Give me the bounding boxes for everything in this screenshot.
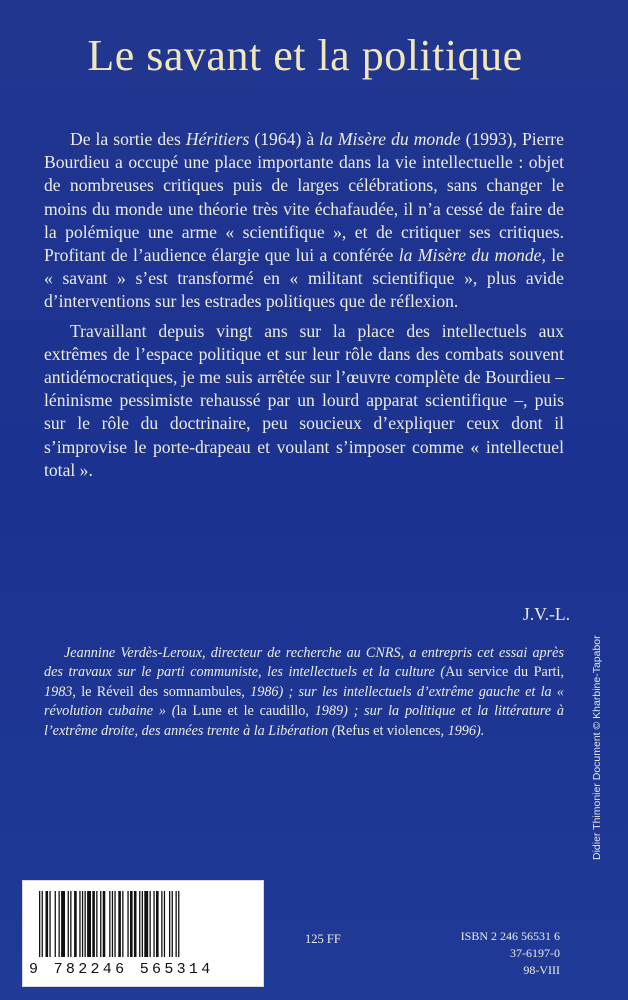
text-run: (1964) à [249, 129, 320, 149]
blurb-paragraph-1 [44, 128, 564, 314]
author-bio [44, 644, 564, 741]
isbn-line: 98-VIII [523, 963, 560, 977]
author-initials: J.V.-L. [522, 604, 570, 624]
text-run: , le « savant » s’est transformé en « militant scientifique », plus avide d’interventions sur les estrades politiques que de réflexion. [44, 245, 564, 312]
barcode-bar [68, 891, 69, 957]
isbn-block [440, 928, 560, 979]
barcode-bar [79, 891, 80, 957]
barcode-bar [156, 891, 159, 957]
text-run: la Misère du monde [398, 245, 542, 266]
barcode-bar [144, 891, 148, 957]
text-run: (1993), Pierre Bourdieu a occupé une place importante dans la vie intellectuelle : objet de nombreuses critiques puis de larges célébrations, sans changer le moins du monde une théorie très vite échafaudée, il n’a cessé de faire de la polémique une arme « scientifique », et de critiquer ses critiques. Profitant de l’audience élargie que lui a conférée [44, 129, 564, 266]
blurb [44, 128, 564, 488]
barcode-bar [39, 891, 40, 957]
price: 125 FF [305, 932, 341, 946]
barcode-bar [49, 891, 50, 957]
barcode-bar [109, 891, 110, 957]
barcode-bar [87, 891, 91, 957]
text-run: Au service du Parti, [445, 664, 564, 681]
barcode-bar [153, 891, 154, 957]
barcode-bar [82, 891, 83, 957]
text-run: Travaillant depuis vingt ans sur la place des intellectuels aux extrêmes de l’espace politique et sur leur rôle dans des combats souvent antidémocratiques, je me suis arrêtée sur l’œuvre complète de Bourdieu – léninisme pessimiste rehaussé par un lourd apparat scientifique –, puis sur le rôle du doctrinaire, peu soucieux d’expliquer ceux dont il s’improvise le porte-drapeau et voulant s’imposer comme « intellectuel total ». [44, 320, 564, 480]
text-run: 1996). [444, 722, 485, 739]
barcode-bar [112, 891, 113, 957]
isbn-line: ISBN 2 246 56531 6 [460, 929, 560, 943]
barcode-bar [85, 891, 86, 957]
blurb-paragraph-2 [44, 320, 564, 482]
barcode-bar [172, 891, 173, 957]
barcode-bar [178, 891, 179, 957]
barcode-bar [74, 891, 77, 957]
barcode-bar [42, 891, 43, 957]
barcode-bar [100, 891, 101, 957]
barcode-bar [127, 891, 128, 957]
text-run: 1983, [44, 683, 82, 700]
barcode-bar [176, 891, 177, 957]
barcode-bar [122, 891, 123, 957]
barcode-bar [61, 891, 65, 957]
barcode-bar [161, 891, 162, 957]
text-run: Héritiers [185, 129, 250, 149]
isbn-line: 37-6197-0 [510, 946, 560, 960]
barcode-bar [134, 891, 137, 957]
text-run: la Lune et le caudillo, [176, 703, 309, 720]
text-run: De la sortie des [70, 129, 186, 149]
barcode-digits: 9 782246 565314 [29, 961, 214, 978]
barcode-bar [55, 891, 56, 957]
photo-credit: Didier Thimonier Document © Kharbine-Tapabor [591, 635, 603, 860]
barcode-bar [70, 891, 71, 957]
barcode-bar [130, 891, 133, 957]
text-run: Jeannine Verdès-Leroux, directeur de recherche au CNRS, a entrepris cet essai après des travaux sur le parti communiste, les intellectuels et la culture ( [44, 645, 564, 681]
barcode-bar [46, 891, 49, 957]
text-run: 1989) ; sur la politique et la littérature à l’extrême droite, des années trente à la Libération ( [44, 703, 565, 739]
barcode-bar [92, 891, 95, 957]
barcode-bar [103, 891, 106, 957]
barcode-bar [118, 891, 121, 957]
barcode [22, 880, 264, 987]
text-run: le Réveil des somnambules, [81, 683, 245, 700]
text-run: 1986) ; sur les intellectuels d’extrême gauche et la « révolution cubaine » ( [44, 683, 565, 720]
barcode-bars [37, 891, 249, 961]
barcode-bar [142, 891, 143, 957]
barcode-bar [59, 891, 60, 957]
text-run: la Misère du monde [319, 129, 461, 149]
text-run: Refus et violences, [336, 722, 445, 739]
barcode-bar [96, 891, 97, 957]
barcode-bar [139, 891, 140, 957]
barcode-bar [164, 891, 165, 957]
book-title: Le savant et la politique [87, 31, 523, 80]
barcode-bar [114, 891, 115, 957]
barcode-bar [150, 891, 151, 957]
barcode-bar [169, 891, 170, 957]
